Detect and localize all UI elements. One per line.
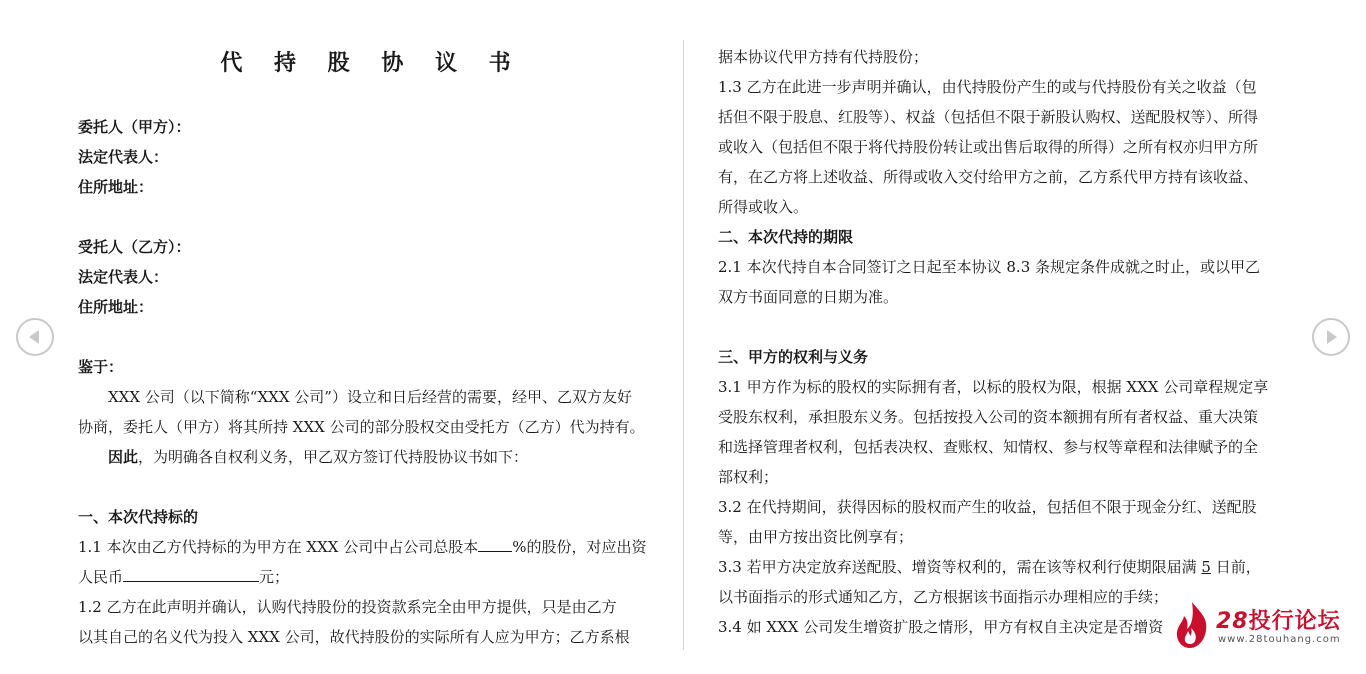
clause-1-1-text-d: 元； (259, 568, 290, 586)
brand-url: www.28touhang.com (1218, 634, 1341, 645)
clause-1-1-text-b: %的股份，对应出资 (512, 538, 647, 556)
clause-3-2-line: 3.2 在代持期间，获得因标的股权而产生的收益，包括但不限于现金分红、送配股 (718, 498, 1257, 516)
clause-1-3-line: 括但不限于股息、红股等）、权益（包括但不限于新股认购权、送配股权等）、所得 (718, 108, 1259, 126)
clause-1-2-continued: 据本协议代甲方持有代持股份； (718, 48, 929, 66)
clause-3-4-line: 3.4 如 XXX 公司发生增资扩股之情形，甲方有权自主决定是否增资 (718, 618, 1164, 636)
prev-page-button[interactable] (16, 318, 54, 356)
clause-1-1-text-c: 人民币 (78, 568, 124, 586)
next-page-button[interactable] (1312, 318, 1350, 356)
clause-3-3-days: 5 (1201, 558, 1211, 576)
preamble-line: XXX 公司（以下简称“XXX 公司”）设立和日后经营的需要，经甲、乙双方友好 (108, 388, 632, 406)
section-3-heading: 三、甲方的权利与义务 (718, 348, 869, 366)
site-watermark (1170, 598, 1350, 652)
clause-3-1-line: 和选择管理者权利，包括表决权、查账权、知情权、参与权等章程和法律赋予的全 (718, 438, 1259, 456)
clause-3-3-line: 以书面指示的形式通知乙方，乙方根据该书面指示办理相应的手续； (718, 588, 1169, 606)
clause-3-2-line: 等，由甲方按出资比例享有； (718, 528, 914, 546)
clause-2-1-line: 2.1 本次代持自本合同签订之日起至本协议 8.3 条规定条件成就之时止，或以甲乙 (718, 258, 1261, 276)
clause-1-1-text-a: 1.1 本次由乙方代持标的为甲方在 XXX 公司中占公司总股本 (78, 538, 479, 556)
address-label-2: 住所地址： (78, 298, 154, 316)
clause-1-3-line: 1.3 乙方在此进一步声明并确认，由代持股份产生的或与代持股份有关之收益（包 (718, 78, 1257, 96)
clause-3-1-line: 3.1 甲方作为标的股权的实际拥有者，以标的股权为限，根据 XXX 公司章程规定享 (718, 378, 1269, 396)
whereas-heading: 鉴于： (78, 358, 124, 376)
blank-percent (478, 534, 512, 552)
flame-logo-icon (1170, 598, 1214, 652)
right-page (718, 0, 1293, 674)
document-title: 代 持 股 协 议 书 (220, 50, 523, 76)
section-1-heading: 一、本次代持标的 (78, 508, 199, 526)
purpose-bold: 因此 (108, 448, 139, 466)
left-page (78, 0, 653, 674)
chevron-left-icon (18, 320, 52, 354)
clause-1-1-line (78, 532, 646, 562)
section-2-heading: 二、本次代持的期限 (718, 228, 854, 246)
purpose-line (78, 442, 528, 472)
clause-1-3-line: 所得或收入。 (718, 198, 809, 216)
clause-2-1-line: 双方书面同意的日期为准。 (718, 288, 899, 306)
blank-amount (123, 564, 259, 582)
clause-1-1-line (78, 562, 289, 592)
clause-1-2-line: 1.2 乙方在此声明并确认，认购代持股份的投资款系完全由甲方提供，只是由乙方 (78, 598, 617, 616)
clause-1-3-line: 有，在乙方将上述收益、所得或收入交付给甲方之前，乙方系代甲方持有该收益、 (718, 168, 1259, 186)
chevron-right-icon (1314, 320, 1348, 354)
brand-text (1216, 604, 1341, 635)
clause-1-2-line: 以其自己的名义代为投入 XXX 公司，故代持股份的实际所有人应为甲方；乙方系根 (78, 628, 630, 646)
brand-number: 28 (1216, 609, 1249, 634)
clause-3-3-line (718, 552, 1261, 582)
clause-3-3-text-a: 3.3 若甲方决定放弃送配股、增资等权利的，需在该等权利行使期限届满 (718, 558, 1202, 576)
legal-rep-label-1: 法定代表人： (78, 148, 169, 166)
clause-3-3-text-b: 日前， (1210, 558, 1261, 576)
clause-3-1-line: 部权利； (718, 468, 779, 486)
clause-1-3-line: 或收入（包括但不限于将代持股份转让或出售后取得的所得）之所有权亦归甲方所 (718, 138, 1259, 156)
preamble-line: 协商，委托人（甲方）将其所持 XXX 公司的部分股权交由受托方（乙方）代为持有。 (78, 418, 645, 436)
brand-name: 投行论坛 (1248, 609, 1341, 634)
purpose-text: ，为明确各自权利义务，甲乙双方签订代持股协议书如下： (138, 448, 529, 466)
clause-3-1-line: 受股东权利，承担股东义务。包括按投入公司的资本额拥有所有者权益、重大决策 (718, 408, 1259, 426)
principal-label: 委托人（甲方）： (78, 118, 191, 136)
page-divider (683, 40, 684, 650)
legal-rep-label-2: 法定代表人： (78, 268, 169, 286)
address-label-1: 住所地址： (78, 178, 154, 196)
agent-label: 受托人（乙方）： (78, 238, 191, 256)
